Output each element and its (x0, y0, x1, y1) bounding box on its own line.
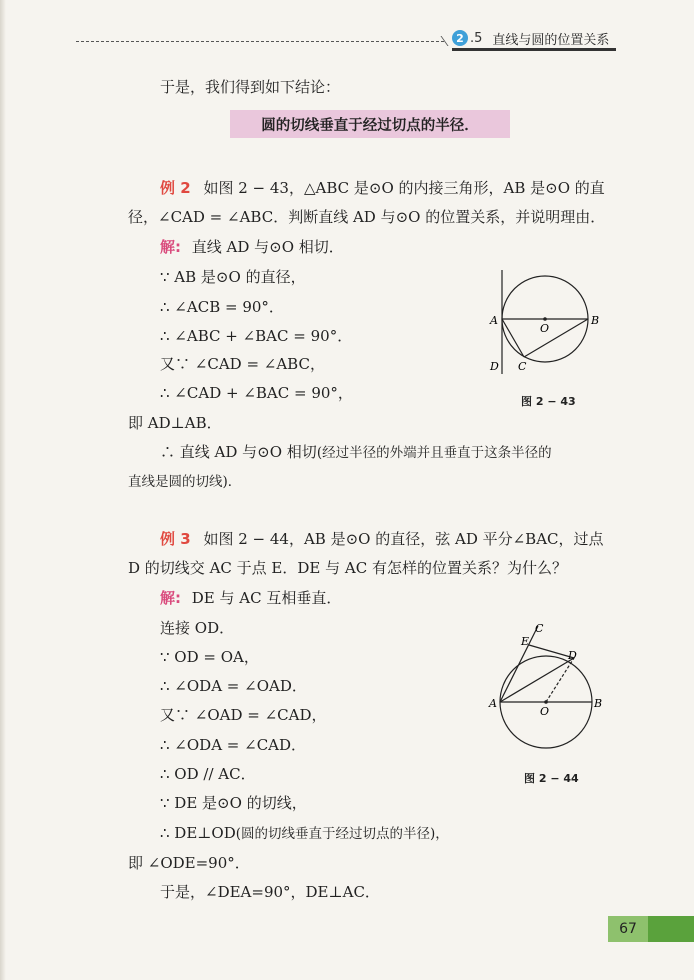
example2-sol8-line (160, 441, 552, 464)
example3-problem-line1: 如图 2 − 44，AB 是⊙O 的直径，弦 AD 平分∠BAC，过点 (203, 530, 604, 548)
section-title: 直线与圆的位置关系 (492, 32, 610, 48)
example3-sol9: ∴ DE⊥OD (160, 824, 236, 842)
theorem-text: 圆的切线垂直于经过切点的半径． (261, 117, 479, 134)
example3-sol11: 于是，∠DEA=90°，DE⊥AC． (160, 883, 380, 901)
example2-sol2: ∵ AB 是⊙O 的直径， (160, 268, 306, 286)
fig44-label-c: C (535, 622, 544, 635)
fig43-label-d: D (490, 360, 499, 373)
example3-solution-label: 解: (160, 589, 181, 607)
fig43-label-b: B (591, 314, 600, 327)
fig43-center-dot (543, 317, 547, 321)
example2-sol3: ∴ ∠ACB = 90°． (160, 298, 284, 316)
example2-problem-line1: 如图 2 − 43，△ABC 是⊙O 的内接三角形，AB 是⊙O 的直 (203, 179, 605, 197)
fig44-label-o: O (540, 705, 550, 718)
example2-line1 (160, 177, 605, 199)
example2-sol8-note: (经过半径的外端并且垂直于这条半径的 (316, 445, 552, 461)
header-dashed-rule (76, 41, 444, 42)
fig44-radius-od (546, 658, 574, 702)
example3-sol8: ∵ DE 是⊙O 的切线， (160, 794, 307, 812)
example3-sol2: 连接 OD． (160, 619, 235, 637)
example2-sol8: ∴ 直线 AD 与⊙O 相切 (160, 443, 317, 461)
figure-2-43 (480, 262, 610, 380)
page-spine-shadow (0, 0, 6, 980)
example2-solution-label: 解: (160, 238, 181, 256)
example3-sol3: ∵ OD = OA， (160, 648, 259, 666)
section-header (452, 28, 616, 48)
fig43-label-c: C (518, 360, 527, 373)
example3-sol10: 即 ∠ODE=90°． (128, 854, 250, 872)
example3-sol4: ∴ ∠ODA = ∠OAD． (160, 677, 307, 695)
figure-2-43-caption: 图 2 − 43 (521, 395, 576, 408)
example2-sol9-note: 直线是圆的切线)． (128, 474, 242, 490)
fig43-label-o: O (540, 322, 550, 335)
intro-text: 于是，我们得到如下结论： (160, 78, 341, 96)
figure-2-44 (484, 620, 614, 752)
fig44-label-b: B (594, 697, 603, 710)
page-number-box (608, 916, 648, 942)
example2-sol6: ∴ ∠CAD + ∠BAC = 90°， (160, 384, 353, 402)
fig43-chord-cb (524, 319, 588, 357)
fig43-label-a: A (490, 314, 498, 327)
page-number: 67 (619, 921, 637, 937)
figure-2-44-caption: 图 2 − 44 (524, 772, 579, 785)
example2-label: 例 2 (160, 179, 191, 197)
example2-sol4: ∴ ∠ABC + ∠BAC = 90°． (160, 327, 353, 345)
section-number: .5 (470, 30, 483, 46)
example3-sol1: DE 与 AC 互相垂直． (191, 589, 342, 607)
example3-line1 (160, 528, 604, 550)
fig44-label-d: D (568, 649, 577, 662)
page-number-accent-bar (648, 916, 694, 942)
fig44-label-a: A (489, 697, 497, 710)
example2-solution-line1 (160, 236, 344, 258)
example2-sol5: 又∵ ∠CAD = ∠ABC， (160, 355, 325, 373)
fig44-center-dot (544, 700, 548, 704)
fig44-label-e: E (521, 635, 530, 648)
example3-problem-line2: D 的切线交 AC 于点 E．DE 与 AC 有怎样的位置关系？为什么？ (128, 559, 567, 577)
fig43-chord-ac (502, 319, 524, 357)
example3-sol7: ∴ OD // AC． (160, 765, 256, 783)
header-underline (452, 48, 616, 51)
chapter-number-icon: 2 (452, 30, 468, 46)
theorem-box (230, 110, 510, 138)
example3-solution-line1 (160, 587, 341, 609)
example3-sol9-note: (圆的切线垂直于经过切点的半径)， (235, 826, 449, 842)
example2-sol1: 直线 AD 与⊙O 相切． (191, 238, 344, 256)
example2-problem-line2: 径，∠CAD = ∠ABC．判断直线 AD 与⊙O 的位置关系，并说明理由． (128, 208, 606, 226)
example3-sol5: 又∵ ∠OAD = ∠CAD， (160, 706, 327, 724)
example2-sol7: 即 AD⊥AB． (128, 414, 222, 432)
example3-label: 例 3 (160, 530, 191, 548)
example3-sol9-line (160, 822, 449, 845)
example3-sol6: ∴ ∠ODA = ∠CAD． (160, 736, 307, 754)
